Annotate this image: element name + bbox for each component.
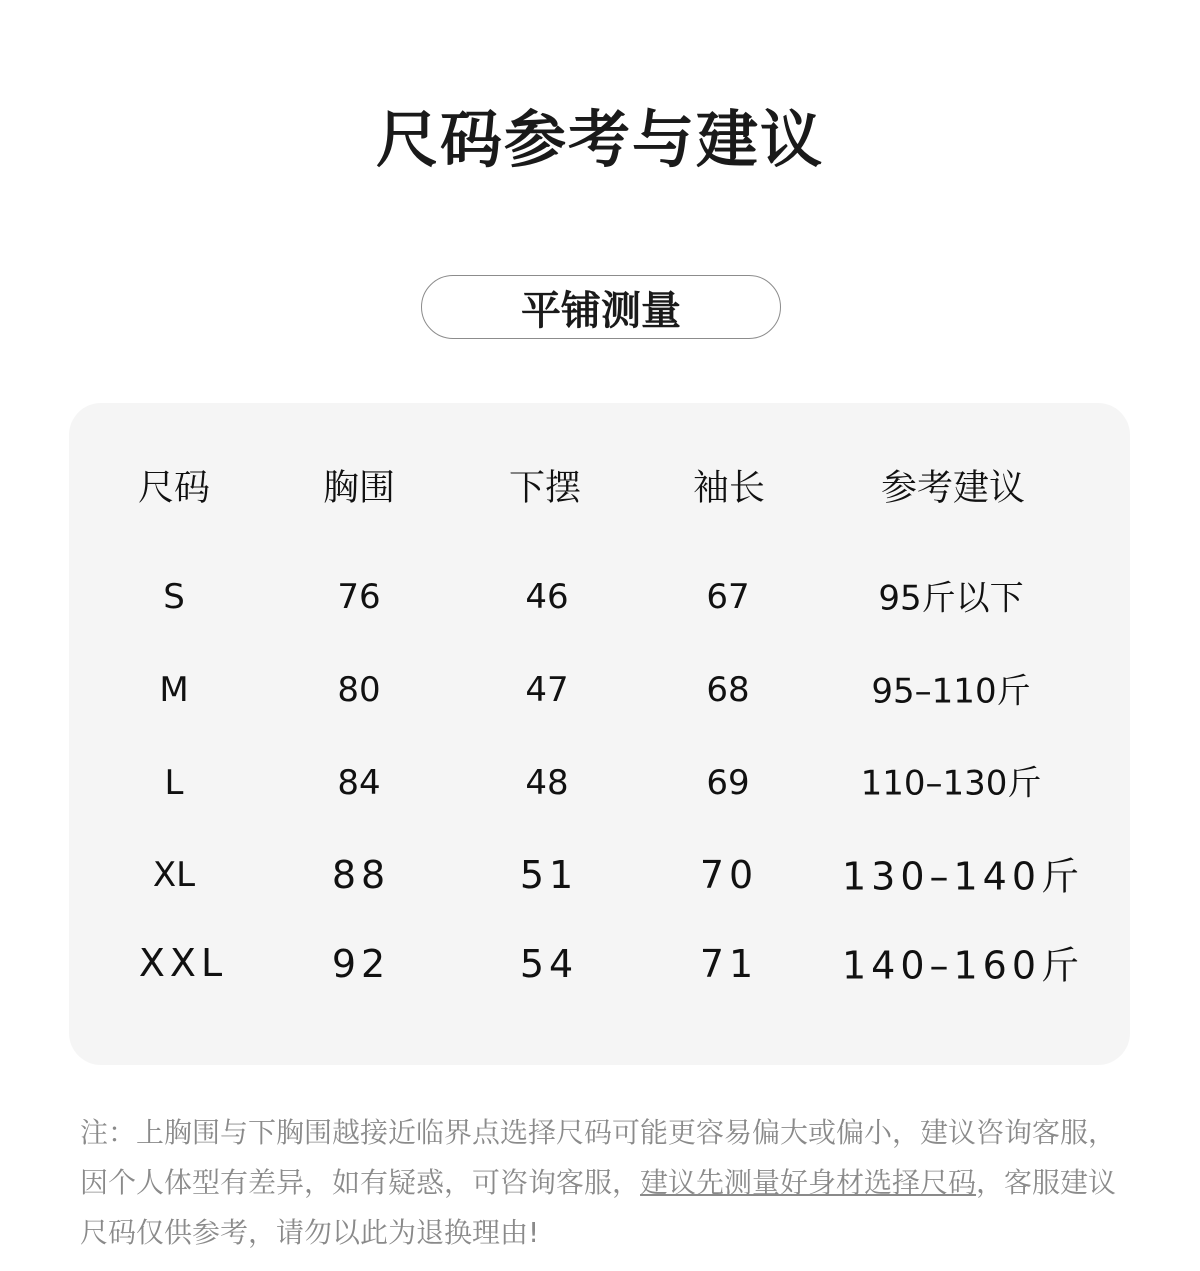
table-cell-hem: 51 — [519, 853, 579, 897]
table-cell-suggestion: 95斤以下 — [878, 578, 1024, 619]
table-cell-sleeve: 71 — [699, 942, 759, 986]
table-cell-hem: 47 — [525, 670, 569, 710]
table-cell-suggestion: 140–160斤 — [841, 943, 1085, 988]
table-cell-chest: 76 — [337, 577, 381, 617]
note-underlined-text: 建议先测量好身材选择尺码 — [640, 1166, 977, 1199]
table-cell-hem: 54 — [519, 942, 579, 986]
table-cell-size: XXL — [138, 941, 228, 985]
table-cell-suggestion: 110–130斤 — [860, 763, 1042, 804]
table-cell-suggestion: 95–110斤 — [871, 671, 1031, 712]
header-sleeve: 袖长 — [692, 467, 766, 509]
note-text: 注：上胸围与下胸围越接近临界点选择尺码可能更容易偏大或偏小，建议咨询客服，因个人体型有差异，如有疑惑，可咨询客服， — [80, 1116, 1117, 1199]
note-text-end: ，客服建议尺码仅供参考，请勿以此为退换理由! — [80, 1166, 1117, 1249]
table-cell-hem: 46 — [525, 577, 569, 617]
table-cell-size: M — [159, 670, 189, 710]
page-title: 尺码参考与建议 — [375, 103, 824, 176]
header-hem: 下摆 — [508, 467, 582, 509]
table-cell-size: L — [164, 763, 184, 803]
table-cell-suggestion: 130–140斤 — [841, 854, 1085, 899]
table-cell-sleeve: 69 — [706, 763, 750, 803]
header-chest: 胸围 — [322, 467, 396, 509]
table-cell-hem: 48 — [525, 763, 569, 803]
measure-method-label: 平铺测量 — [521, 287, 681, 334]
table-cell-sleeve: 67 — [706, 577, 750, 617]
measure-method-badge — [421, 275, 781, 339]
table-cell-size: XL — [152, 855, 196, 895]
table-cell-chest: 92 — [331, 942, 391, 986]
table-cell-sleeve: 70 — [699, 853, 759, 897]
table-cell-chest: 80 — [337, 670, 381, 710]
table-cell-chest: 84 — [337, 763, 381, 803]
table-cell-chest: 88 — [331, 853, 391, 897]
header-suggestion: 参考建议 — [880, 467, 1026, 509]
size-note — [80, 1108, 1130, 1258]
table-cell-sleeve: 68 — [706, 670, 750, 710]
header-size: 尺码 — [137, 467, 211, 509]
table-cell-size: S — [163, 577, 185, 617]
